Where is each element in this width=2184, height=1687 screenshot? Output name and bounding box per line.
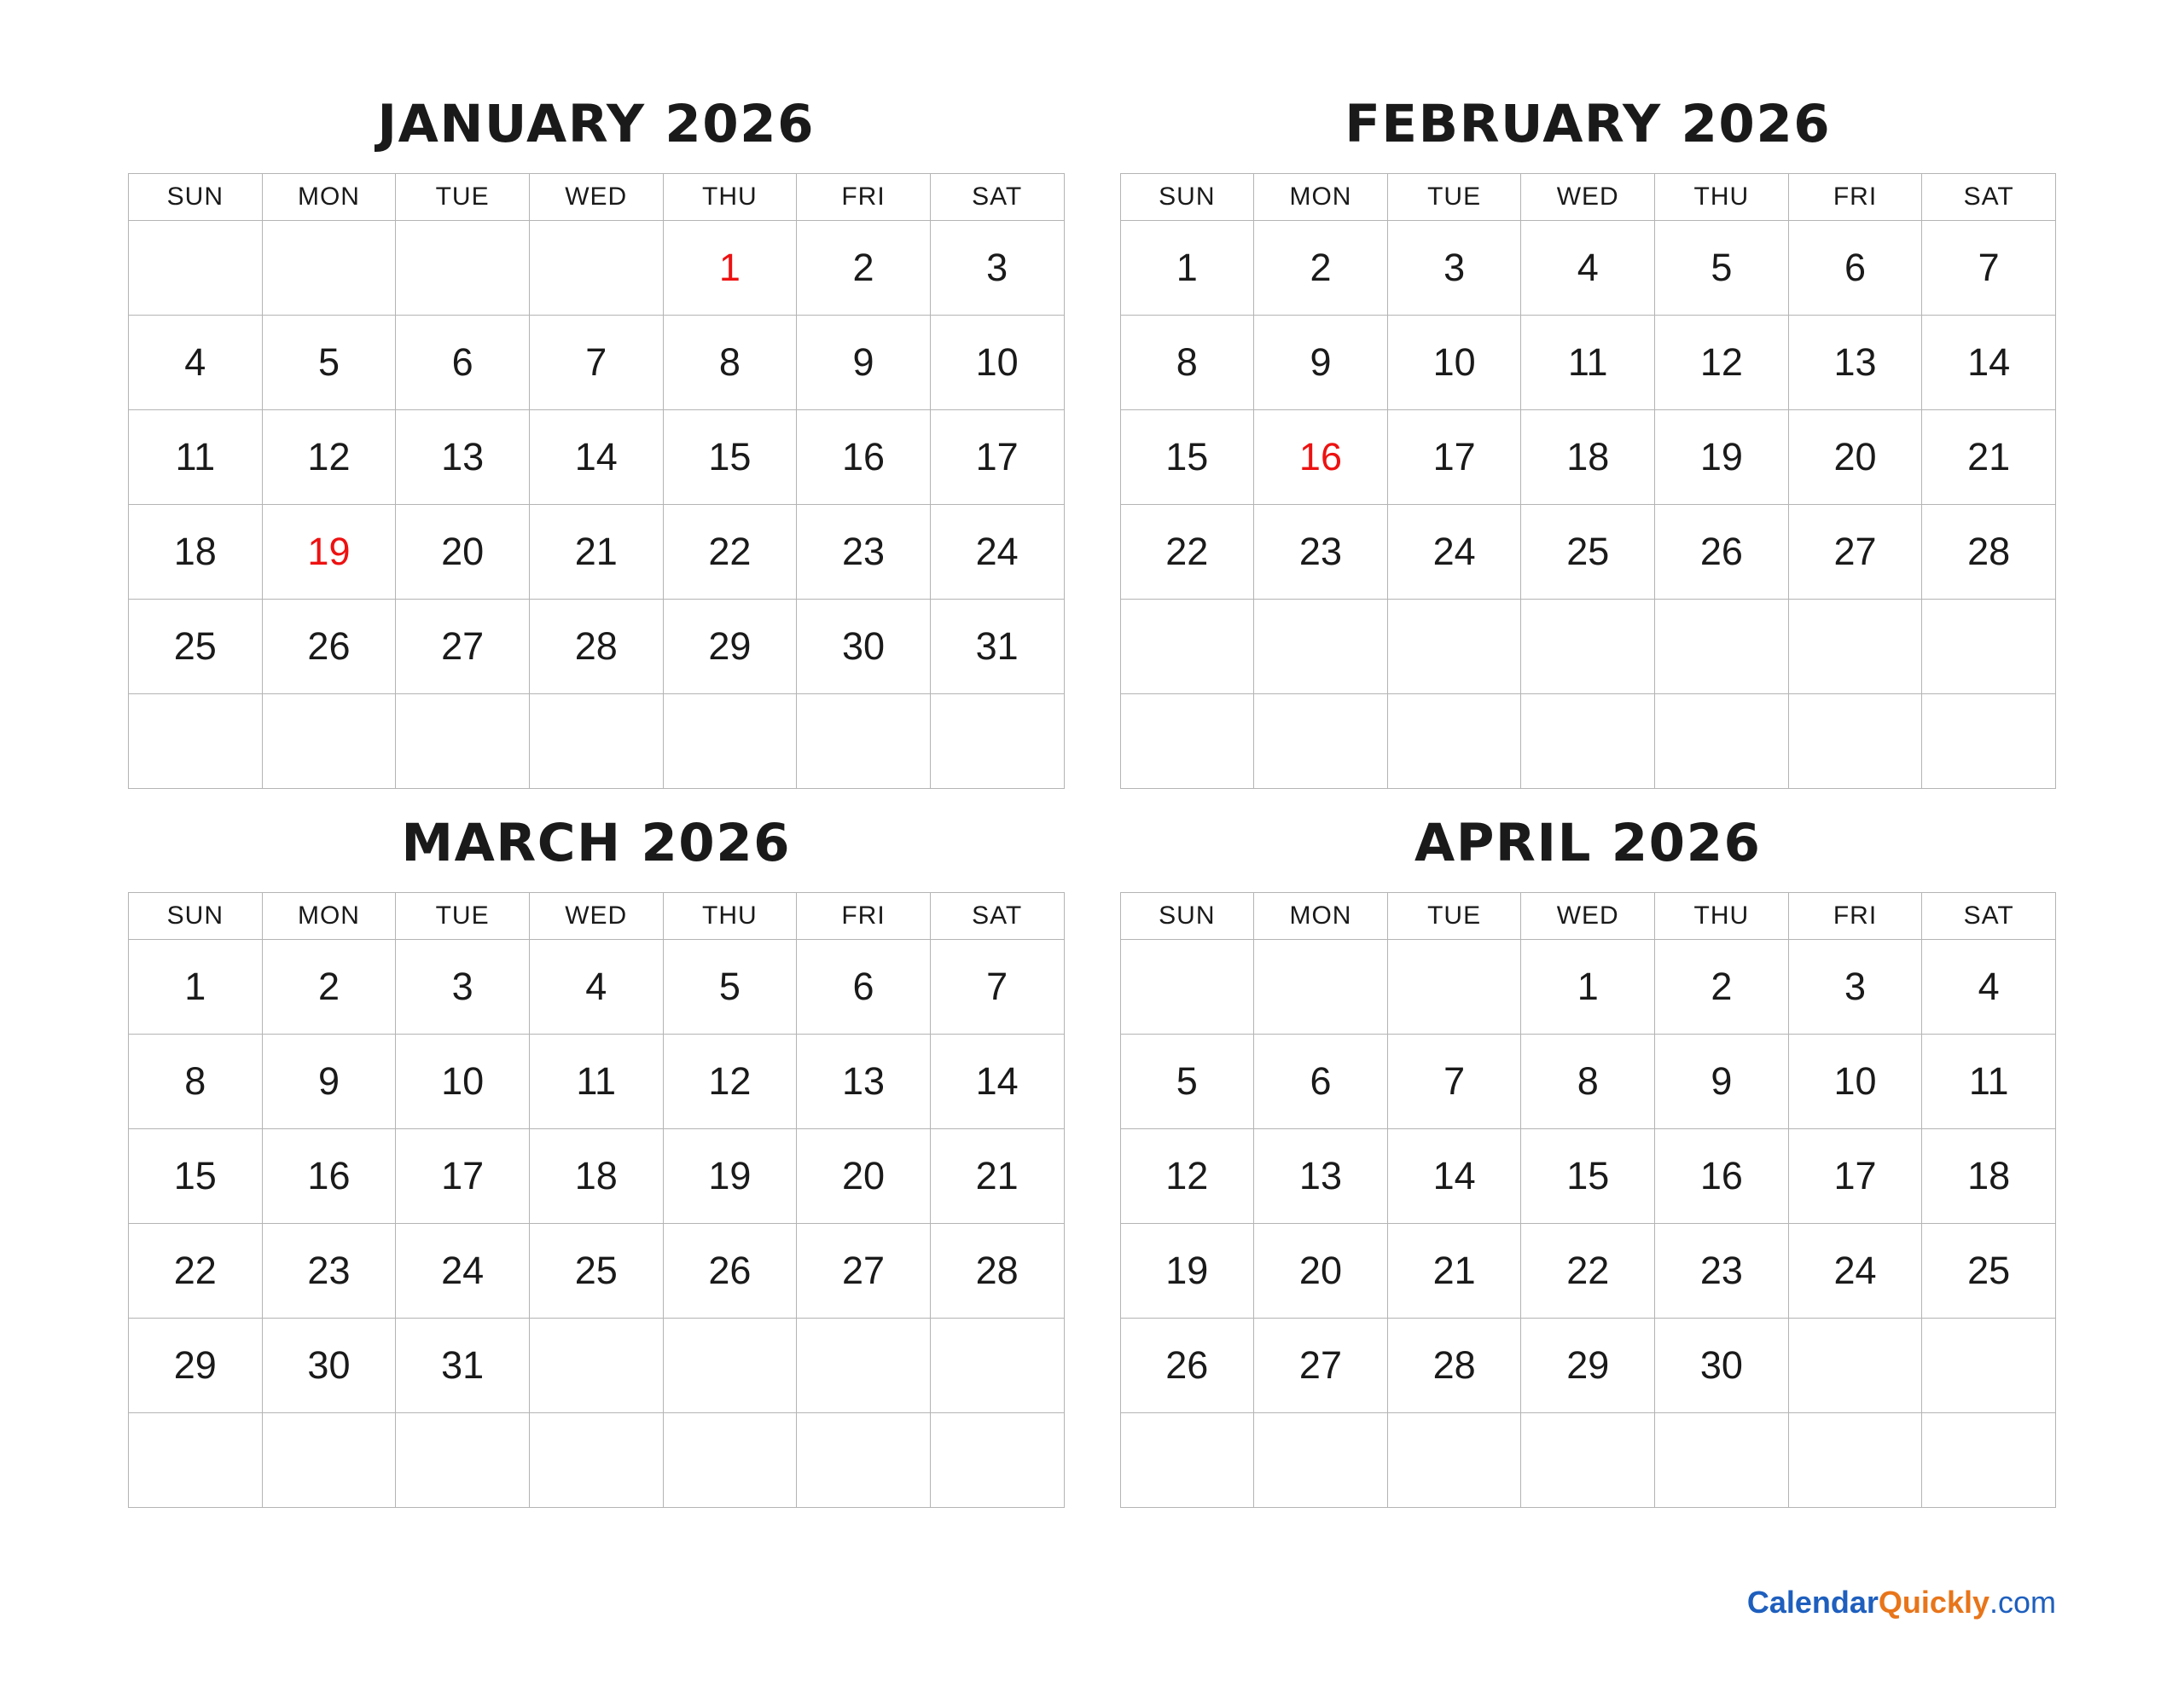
calendar-day-cell[interactable]: 6 — [1254, 1035, 1388, 1129]
calendar-day-cell[interactable]: 26 — [1655, 505, 1789, 600]
calendar-week-row — [1120, 1319, 2056, 1413]
calendar-day-cell-empty — [262, 1413, 396, 1508]
calendar-week-row — [1120, 1035, 2056, 1129]
calendar-day-cell-empty — [1521, 600, 1655, 694]
month-body — [129, 221, 1065, 789]
calendar-week-row — [129, 1224, 1065, 1319]
calendar-day-cell[interactable]: 14 — [1922, 316, 2056, 410]
calendar-day-cell[interactable]: 6 — [797, 940, 931, 1035]
month-grid — [128, 94, 2056, 1508]
calendar-day-cell[interactable]: 30 — [1655, 1319, 1789, 1413]
calendar-day-cell-empty — [529, 1319, 663, 1413]
calendar-day-cell[interactable]: 27 — [1788, 505, 1922, 600]
calendar-day-cell-empty — [1788, 600, 1922, 694]
calendar-day-cell[interactable]: 19 — [1655, 410, 1789, 505]
calendar-day-cell[interactable]: 13 — [1254, 1129, 1388, 1224]
weekday-header-wed: WED — [529, 174, 663, 221]
weekday-header-sat: SAT — [930, 174, 1064, 221]
calendar-day-cell-empty — [1254, 600, 1388, 694]
calendar-day-cell[interactable]: 23 — [262, 1224, 396, 1319]
calendar-week-row — [1120, 940, 2056, 1035]
calendar-day-cell-empty — [797, 1319, 931, 1413]
month-table-march — [128, 892, 1065, 1508]
calendar-day-cell[interactable]: 4 — [129, 316, 263, 410]
calendar-day-cell-empty — [129, 221, 263, 316]
site-branding — [1747, 1585, 2056, 1620]
calendar-day-cell-empty — [1788, 1319, 1922, 1413]
weekday-header-fri: FRI — [1788, 893, 1922, 940]
calendar-week-row — [129, 1413, 1065, 1508]
calendar-day-cell-empty — [930, 694, 1064, 789]
calendar-day-cell[interactable]: 20 — [797, 1129, 931, 1224]
calendar-day-cell[interactable]: 9 — [262, 1035, 396, 1129]
calendar-week-row — [1120, 1413, 2056, 1508]
weekday-header-fri: FRI — [797, 893, 931, 940]
calendar-day-cell[interactable]: 23 — [1655, 1224, 1789, 1319]
month-table-january — [128, 173, 1065, 789]
calendar-day-cell[interactable]: 11 — [1521, 316, 1655, 410]
calendar-day-cell-empty — [1788, 1413, 1922, 1508]
weekday-header-thu: THU — [663, 893, 797, 940]
calendar-day-cell-empty — [529, 1413, 663, 1508]
calendar-day-cell[interactable]: 29 — [129, 1319, 263, 1413]
calendar-day-cell-empty — [663, 694, 797, 789]
calendar-day-cell[interactable]: 26 — [262, 600, 396, 694]
calendar-day-cell[interactable]: 16 — [1655, 1129, 1789, 1224]
calendar-day-cell-empty — [262, 221, 396, 316]
calendar-day-cell-empty — [1655, 600, 1789, 694]
calendar-day-cell[interactable]: 25 — [1521, 505, 1655, 600]
calendar-day-cell[interactable]: 1 — [1521, 940, 1655, 1035]
calendar-day-cell[interactable]: 19 — [663, 1129, 797, 1224]
calendar-week-row — [129, 221, 1065, 316]
calendar-day-cell[interactable]: 12 — [663, 1035, 797, 1129]
calendar-day-cell[interactable]: 21 — [1387, 1224, 1521, 1319]
calendar-day-cell[interactable]: 5 — [1120, 1035, 1254, 1129]
calendar-day-cell[interactable]: 14 — [529, 410, 663, 505]
calendar-day-cell[interactable]: 3 — [396, 940, 530, 1035]
calendar-day-cell-empty — [1655, 1413, 1789, 1508]
calendar-day-cell-empty — [930, 1413, 1064, 1508]
calendar-day-cell[interactable]: 23 — [1254, 505, 1388, 600]
calendar-day-cell[interactable]: 25 — [1922, 1224, 2056, 1319]
weekday-header-row — [1120, 174, 2056, 221]
calendar-day-cell[interactable]: 31 — [396, 1319, 530, 1413]
weekday-header-sat: SAT — [1922, 893, 2056, 940]
weekday-header-wed: WED — [1521, 174, 1655, 221]
calendar-day-cell-empty — [262, 694, 396, 789]
calendar-day-cell[interactable]: 13 — [1788, 316, 1922, 410]
calendar-day-cell[interactable]: 18 — [1922, 1129, 2056, 1224]
calendar-day-cell[interactable]: 2 — [1655, 940, 1789, 1035]
calendar-week-row — [1120, 694, 2056, 789]
calendar-day-cell[interactable]: 28 — [1387, 1319, 1521, 1413]
calendar-day-cell-empty — [1387, 1413, 1521, 1508]
calendar-day-cell[interactable]: 12 — [1655, 316, 1789, 410]
calendar-week-row — [129, 600, 1065, 694]
calendar-day-cell[interactable]: 5 — [1655, 221, 1789, 316]
calendar-day-cell-empty — [1387, 940, 1521, 1035]
calendar-day-cell[interactable]: 17 — [1387, 410, 1521, 505]
calendar-day-cell-empty — [1387, 694, 1521, 789]
calendar-day-cell[interactable]: 16 — [797, 410, 931, 505]
weekday-header-row — [129, 893, 1065, 940]
calendar-week-row — [1120, 1129, 2056, 1224]
calendar-day-cell[interactable]: 11 — [1922, 1035, 2056, 1129]
calendar-day-cell-empty — [529, 694, 663, 789]
calendar-week-row — [129, 1035, 1065, 1129]
calendar-day-cell[interactable]: 13 — [396, 410, 530, 505]
month-title: FEBRUARY 2026 — [1345, 94, 1832, 154]
calendar-day-cell[interactable]: 13 — [797, 1035, 931, 1129]
calendar-day-cell-empty — [1254, 940, 1388, 1035]
calendar-day-cell-empty — [1922, 1319, 2056, 1413]
weekday-header-tue: TUE — [1387, 174, 1521, 221]
calendar-day-cell[interactable]: 4 — [1521, 221, 1655, 316]
weekday-header-mon: MON — [262, 174, 396, 221]
calendar-day-cell[interactable]: 14 — [930, 1035, 1064, 1129]
weekday-header-wed: WED — [529, 893, 663, 940]
calendar-day-cell[interactable]: 28 — [1922, 505, 2056, 600]
calendar-week-row — [129, 410, 1065, 505]
calendar-day-cell[interactable]: 12 — [1120, 1129, 1254, 1224]
calendar-day-cell[interactable]: 7 — [1922, 221, 2056, 316]
calendar-day-cell[interactable]: 28 — [930, 1224, 1064, 1319]
calendar-day-cell-empty — [1387, 600, 1521, 694]
calendar-day-cell[interactable]: 27 — [396, 600, 530, 694]
weekday-header-fri: FRI — [797, 174, 931, 221]
calendar-week-row — [129, 505, 1065, 600]
calendar-day-cell[interactable]: 3 — [1387, 221, 1521, 316]
calendar-day-cell[interactable]: 8 — [1120, 316, 1254, 410]
weekday-header-mon: MON — [1254, 174, 1388, 221]
month-block-february — [1120, 94, 2057, 789]
calendar-day-cell-empty — [129, 1413, 263, 1508]
calendar-day-cell-empty — [396, 1413, 530, 1508]
weekday-header-mon: MON — [1254, 893, 1388, 940]
calendar-day-cell[interactable]: 25 — [129, 600, 263, 694]
weekday-header-tue: TUE — [1387, 893, 1521, 940]
calendar-day-cell[interactable]: 12 — [262, 410, 396, 505]
calendar-day-cell[interactable]: 18 — [529, 1129, 663, 1224]
brand-calendar-text: Calendar — [1746, 1585, 1879, 1620]
calendar-day-cell-empty — [1120, 1413, 1254, 1508]
calendar-day-cell-empty — [1120, 940, 1254, 1035]
calendar-day-cell[interactable]: 15 — [663, 410, 797, 505]
weekday-header-thu: THU — [1655, 174, 1789, 221]
calendar-day-cell[interactable]: 1 — [663, 221, 797, 316]
month-block-january — [128, 94, 1065, 789]
calendar-day-cell[interactable]: 15 — [129, 1129, 263, 1224]
calendar-day-cell[interactable]: 4 — [1922, 940, 2056, 1035]
calendar-day-cell[interactable]: 19 — [262, 505, 396, 600]
month-title: JANUARY 2026 — [377, 94, 816, 154]
calendar-day-cell[interactable]: 1 — [129, 940, 263, 1035]
calendar-week-row — [129, 694, 1065, 789]
calendar-day-cell[interactable]: 26 — [663, 1224, 797, 1319]
calendar-day-cell[interactable]: 29 — [663, 600, 797, 694]
calendar-day-cell[interactable]: 19 — [1120, 1224, 1254, 1319]
calendar-day-cell-empty — [1788, 694, 1922, 789]
calendar-day-cell[interactable]: 11 — [129, 410, 263, 505]
calendar-day-cell[interactable]: 2 — [262, 940, 396, 1035]
calendar-day-cell[interactable]: 4 — [529, 940, 663, 1035]
calendar-day-cell-empty — [663, 1319, 797, 1413]
month-body — [1120, 940, 2056, 1508]
calendar-day-cell[interactable]: 11 — [529, 1035, 663, 1129]
calendar-week-row — [129, 316, 1065, 410]
month-title: MARCH 2026 — [401, 813, 792, 873]
brand-tld-text: .com — [1989, 1585, 2056, 1620]
calendar-day-cell[interactable]: 21 — [529, 505, 663, 600]
calendar-day-cell[interactable]: 16 — [262, 1129, 396, 1224]
calendar-day-cell-empty — [797, 1413, 931, 1508]
month-body — [129, 940, 1065, 1508]
calendar-day-cell[interactable]: 8 — [129, 1035, 263, 1129]
weekday-header-fri: FRI — [1788, 174, 1922, 221]
weekday-header-tue: TUE — [396, 174, 530, 221]
calendar-day-cell[interactable]: 7 — [930, 940, 1064, 1035]
month-table-april — [1120, 892, 2057, 1508]
calendar-day-cell-empty — [1254, 694, 1388, 789]
month-block-april — [1120, 813, 2057, 1508]
calendar-week-row — [1120, 316, 2056, 410]
calendar-day-cell[interactable]: 7 — [1387, 1035, 1521, 1129]
weekday-header-tue: TUE — [396, 893, 530, 940]
calendar-day-cell[interactable]: 22 — [1521, 1224, 1655, 1319]
calendar-day-cell[interactable]: 10 — [1788, 1035, 1922, 1129]
calendar-day-cell[interactable]: 9 — [1655, 1035, 1789, 1129]
calendar-day-cell[interactable]: 24 — [1788, 1224, 1922, 1319]
calendar-day-cell[interactable]: 3 — [1788, 940, 1922, 1035]
weekday-header-sun: SUN — [129, 893, 263, 940]
calendar-day-cell[interactable]: 9 — [797, 316, 931, 410]
calendar-day-cell[interactable]: 2 — [797, 221, 931, 316]
calendar-day-cell[interactable]: 17 — [396, 1129, 530, 1224]
calendar-day-cell[interactable]: 7 — [529, 316, 663, 410]
calendar-day-cell-empty — [1655, 694, 1789, 789]
calendar-day-cell-empty — [396, 221, 530, 316]
weekday-header-thu: THU — [1655, 893, 1789, 940]
weekday-header-sat: SAT — [1922, 174, 2056, 221]
calendar-day-cell[interactable]: 22 — [663, 505, 797, 600]
calendar-day-cell[interactable]: 27 — [797, 1224, 931, 1319]
weekday-header-row — [1120, 893, 2056, 940]
calendar-day-cell[interactable]: 24 — [1387, 505, 1521, 600]
month-table-february — [1120, 173, 2057, 789]
calendar-day-cell[interactable]: 26 — [1120, 1319, 1254, 1413]
brand-quickly-text: Quickly — [1878, 1585, 1989, 1620]
calendar-day-cell[interactable]: 30 — [797, 600, 931, 694]
calendar-day-cell[interactable]: 24 — [930, 505, 1064, 600]
calendar-day-cell-empty — [663, 1413, 797, 1508]
calendar-day-cell-empty — [1922, 694, 2056, 789]
calendar-day-cell[interactable]: 9 — [1254, 316, 1388, 410]
calendar-week-row — [1120, 221, 2056, 316]
calendar-day-cell[interactable]: 1 — [1120, 221, 1254, 316]
calendar-week-row — [129, 940, 1065, 1035]
calendar-day-cell[interactable]: 5 — [663, 940, 797, 1035]
calendar-day-cell[interactable]: 18 — [129, 505, 263, 600]
calendar-day-cell-empty — [1254, 1413, 1388, 1508]
weekday-header-sat: SAT — [930, 893, 1064, 940]
calendar-day-cell[interactable]: 28 — [529, 600, 663, 694]
weekday-header-thu: THU — [663, 174, 797, 221]
weekday-header-sun: SUN — [129, 174, 263, 221]
calendar-week-row — [1120, 410, 2056, 505]
calendar-day-cell[interactable]: 2 — [1254, 221, 1388, 316]
calendar-day-cell[interactable]: 22 — [1120, 505, 1254, 600]
calendar-day-cell-empty — [529, 221, 663, 316]
month-body — [1120, 221, 2056, 789]
calendar-day-cell-empty — [1922, 1413, 2056, 1508]
calendar-day-cell[interactable]: 3 — [930, 221, 1064, 316]
calendar-day-cell[interactable]: 20 — [1254, 1224, 1388, 1319]
calendar-day-cell[interactable]: 8 — [663, 316, 797, 410]
weekday-header-mon: MON — [262, 893, 396, 940]
calendar-day-cell[interactable]: 27 — [1254, 1319, 1388, 1413]
calendar-day-cell-empty — [1521, 694, 1655, 789]
calendar-day-cell[interactable]: 18 — [1521, 410, 1655, 505]
calendar-week-row — [129, 1129, 1065, 1224]
calendar-day-cell[interactable]: 10 — [1387, 316, 1521, 410]
calendar-week-row — [1120, 505, 2056, 600]
calendar-week-row — [1120, 600, 2056, 694]
calendar-day-cell-empty — [1120, 600, 1254, 694]
calendar-day-cell-empty — [1922, 600, 2056, 694]
weekday-header-row — [129, 174, 1065, 221]
calendar-day-cell-empty — [396, 694, 530, 789]
calendar-day-cell[interactable]: 25 — [529, 1224, 663, 1319]
calendar-day-cell[interactable]: 17 — [930, 410, 1064, 505]
calendar-day-cell[interactable]: 15 — [1521, 1129, 1655, 1224]
calendar-day-cell[interactable]: 29 — [1521, 1319, 1655, 1413]
calendar-day-cell[interactable]: 15 — [1120, 410, 1254, 505]
calendar-day-cell-empty — [930, 1319, 1064, 1413]
calendar-day-cell[interactable]: 6 — [1788, 221, 1922, 316]
calendar-day-cell-empty — [129, 694, 263, 789]
month-block-march — [128, 813, 1065, 1508]
calendar-day-cell[interactable]: 14 — [1387, 1129, 1521, 1224]
calendar-day-cell[interactable]: 24 — [396, 1224, 530, 1319]
calendar-day-cell[interactable]: 30 — [262, 1319, 396, 1413]
weekday-header-wed: WED — [1521, 893, 1655, 940]
weekday-header-sun: SUN — [1120, 174, 1254, 221]
calendar-day-cell[interactable]: 10 — [930, 316, 1064, 410]
weekday-header-sun: SUN — [1120, 893, 1254, 940]
calendar-day-cell[interactable]: 20 — [396, 505, 530, 600]
calendar-day-cell[interactable]: 10 — [396, 1035, 530, 1129]
calendar-week-row — [129, 1319, 1065, 1413]
calendar-day-cell[interactable]: 21 — [930, 1129, 1064, 1224]
calendar-day-cell[interactable]: 22 — [129, 1224, 263, 1319]
calendar-day-cell-empty — [797, 694, 931, 789]
calendar-day-cell[interactable]: 23 — [797, 505, 931, 600]
calendar-week-row — [1120, 1224, 2056, 1319]
calendar-day-cell[interactable]: 6 — [396, 316, 530, 410]
calendar-day-cell[interactable]: 21 — [1922, 410, 2056, 505]
calendar-day-cell[interactable]: 16 — [1254, 410, 1388, 505]
calendar-day-cell-empty — [1521, 1413, 1655, 1508]
calendar-day-cell[interactable]: 17 — [1788, 1129, 1922, 1224]
calendar-day-cell-empty — [1120, 694, 1254, 789]
calendar-day-cell[interactable]: 5 — [262, 316, 396, 410]
month-title: APRIL 2026 — [1414, 813, 1762, 873]
calendar-day-cell[interactable]: 31 — [930, 600, 1064, 694]
calendar-day-cell[interactable]: 8 — [1521, 1035, 1655, 1129]
calendar-day-cell[interactable]: 20 — [1788, 410, 1922, 505]
